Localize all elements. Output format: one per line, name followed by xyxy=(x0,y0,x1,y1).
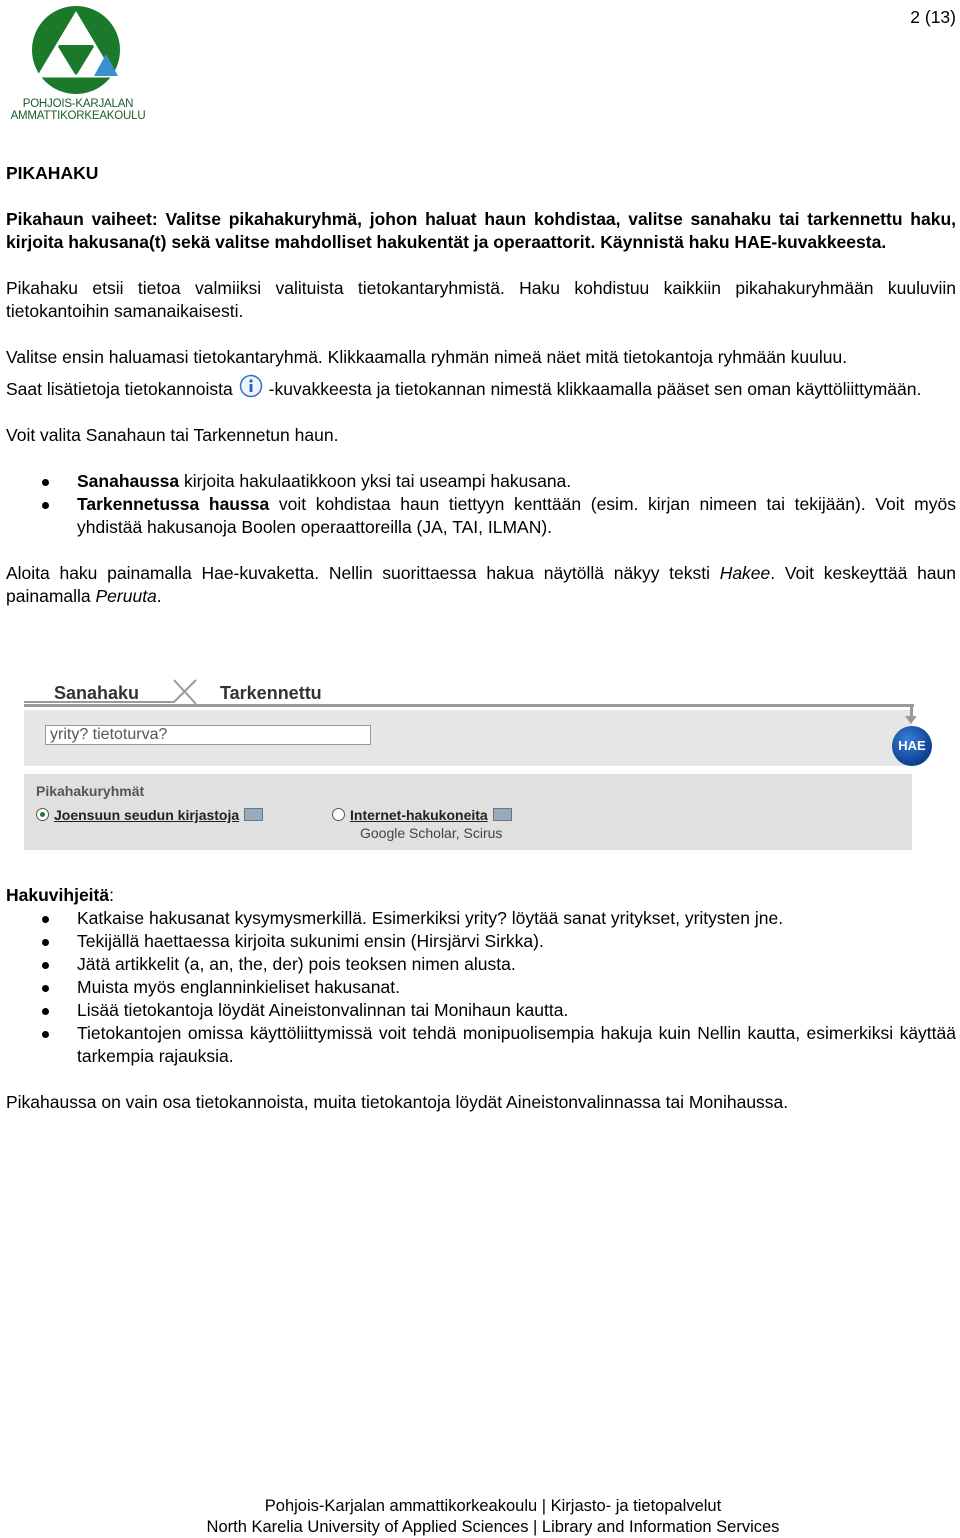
list-item: Tietokantojen omissa käyttöliittymissä voit tehdä monipuolisempia hakuja kuin Nellin kautta, esimerkiksi käyttää tarkempia rajauksia. xyxy=(6,1022,956,1068)
tips-heading: Hakuvihjeitä: xyxy=(6,885,114,905)
logo-emblem xyxy=(6,4,150,100)
paragraph-info xyxy=(6,374,956,401)
list-item: Sanahaussa kirjoita hakulaatikkoon yksi tai useampi hakusana. xyxy=(6,470,956,493)
paragraph-closing: Pikahaussa on vain osa tietokannoista, muita tietokantoja löydät Aineistonvalinnassa tai Monihaussa. xyxy=(6,1092,789,1112)
list-item: Jätä artikkelit (a, an, the, der) pois teoksen nimen alusta. xyxy=(6,953,956,976)
paragraph-steps: Pikahaun vaiheet: Valitse pikahakuryhmä, johon haluat haun kohdistaa, valitse sanahaku tai tarkennettu haku, kirjoita hakusana(t) sekä valitse mahdolliset hakukentät ja operaattorit. Käynnistä haku HAE-kuvakkeesta. xyxy=(6,209,956,252)
list-item: Katkaise hakusanat kysymysmerkillä. Esimerkiksi yrity? löytää sanat yritykset, yritysten jne. xyxy=(6,907,956,930)
tab-divider xyxy=(24,704,914,707)
paragraph-start-search: Aloita haku painamalla Hae-kuvaketta. Nellin suorittaessa hakua näytöllä näkyy teksti Hakee. Voit keskeyttää haun painamalla Peruuta. xyxy=(6,563,956,606)
list-item: Lisää tietokantoja löydät Aineistonvalinnan tai Monihaun kautta. xyxy=(6,999,956,1022)
footer xyxy=(0,1496,960,1538)
radio-icon[interactable] xyxy=(332,808,345,821)
tab-sanahaku[interactable]: Sanahaku xyxy=(54,683,140,703)
arrow-down-icon xyxy=(905,716,917,724)
page-number: 2 (13) xyxy=(910,7,956,27)
footer-line1: Pohjois-Karjalan ammattikorkeakoulu | Kirjasto- ja tietopalvelut xyxy=(264,1497,722,1515)
quick-search-groups xyxy=(24,774,912,850)
search-input[interactable]: yrity? tietoturva? xyxy=(45,725,371,745)
option-internet-sub: Google Scholar, Scirus xyxy=(360,825,503,841)
option-internet[interactable]: Internet-hakukoneita xyxy=(332,804,512,827)
tab-tarkennettu[interactable]: Tarkennettu xyxy=(220,683,322,703)
search-type-list xyxy=(6,470,956,539)
info-icon xyxy=(239,374,263,398)
info-list-icon[interactable] xyxy=(493,808,512,821)
logo-line2: AMMATTIKORKEAKOULU xyxy=(10,110,146,122)
option-joensuu[interactable]: Joensuun seudun kirjastoja xyxy=(36,804,263,827)
info-text-after: -kuvakkeesta ja tietokannan nimestä klikkaamalla pääset sen oman käyttöliittymään. xyxy=(268,379,922,399)
logo xyxy=(6,4,150,122)
list-item: Tekijällä haettaessa kirjoita sukunimi ensin (Hirsjärvi Sirkka). xyxy=(6,930,956,953)
list-item: Muista myös englanninkieliset hakusanat. xyxy=(6,976,956,999)
footer-line2: North Karelia University of Applied Sciences | Library and Information Services xyxy=(206,1518,780,1536)
list-item: Tarkennetussa haussa voit kohdistaa haun tiettyyn kenttään (esim. kirjan nimeen tai tekijään). Voit myös yhdistää hakusanoja Boolen operaattoreilla (JA, TAI, ILMAN). xyxy=(6,493,956,539)
paragraph-intro: Pikahaku etsii tietoa valmiiksi valituista tietokantaryhmistä. Haku kohdistuu kaikkiin pikahakuryhmään kuuluviin tietokantoihin samanaikaisesti. xyxy=(6,278,956,321)
paragraph-select-group: Valitse ensin haluamasi tietokantaryhmä. Klikkaamalla ryhmän nimeä näet mitä tietokantoja ryhmään kuuluu. xyxy=(6,347,848,367)
info-list-icon[interactable] xyxy=(244,808,263,821)
tips-list xyxy=(6,907,956,1068)
paragraph-search-type: Voit valita Sanahaun tai Tarkennetun haun. xyxy=(6,425,339,445)
page-title: PIKAHAKU xyxy=(6,163,99,183)
search-ui-screenshot xyxy=(24,672,936,856)
tips-section xyxy=(6,884,956,1114)
radio-selected-icon[interactable] xyxy=(36,808,49,821)
hae-button[interactable]: HAE xyxy=(892,726,932,766)
document-body xyxy=(6,162,956,608)
groups-title: Pikahakuryhmät xyxy=(36,783,145,799)
logo-line1: POHJOIS-KARJALAN xyxy=(22,98,134,110)
search-bar xyxy=(24,710,912,766)
info-text-before: Saat lisätietoja tietokannoista xyxy=(6,379,233,399)
